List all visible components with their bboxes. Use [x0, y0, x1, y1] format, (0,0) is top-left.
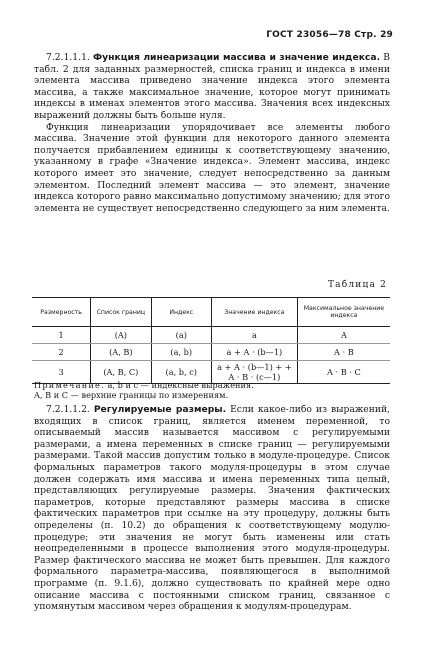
section-number: 7.2.1.1.2.	[46, 404, 90, 415]
section-7-2-1-1-2	[34, 404, 390, 613]
page-header: ГОСТ 23056—78 Стр. 29	[266, 30, 393, 40]
paragraph-3	[34, 404, 390, 613]
paragraph-2: Функция линеаризации упорядочивает все элементы любого массива. Значение этой функции для некоторого данного элемента получается прибавлением единицы к соответствующему значению, указанному в графе «Значение индекса». Элемент массива, индекс которого имеет это значение, следует непосредственно за данным элементом. Последний элемент массива — это элемент, значение индекса которого равно максимально допустимому значению; для этого элемента не существует непосредственно следующего за ним элемента.	[34, 121, 390, 214]
table-row	[32, 327, 390, 344]
column-header: Размерность	[32, 298, 91, 327]
table-cell: A · B	[297, 344, 390, 361]
section-heading: Регулируемые размеры.	[93, 404, 227, 415]
table-cell: 2	[32, 344, 91, 361]
table-cell: a + A · (b—1)	[211, 344, 297, 361]
note-line-1	[34, 380, 390, 390]
column-header: Значение индекса	[211, 298, 297, 327]
table-header-row	[32, 298, 390, 327]
paragraph-1	[34, 52, 390, 122]
table-cell: (a, b, c)	[151, 361, 211, 384]
section-7-2-1-1-1	[34, 52, 390, 214]
table-cell: A · B · C	[297, 361, 390, 384]
table-cell: 1	[32, 327, 91, 344]
table-cell: (a)	[151, 327, 211, 344]
table-cell: (A, B, C)	[91, 361, 151, 384]
paragraph-text: Если какое-либо из выражений, входящих в список границ, является именем переменной, то описываемый массив называется массивом с регулируемыми размерами, а имена переменных в списке границ — регулируемыми размерами. Такой массив допустим только в модуле-процедуре. Список формальных параметров такого модуля-процедуры в этом случае должен содержать имя массива и имена переменных типа целый, представляющих регулируемые размеры. Значения фактических параметров, которые представляют размеры массива в списке фактических параметров при ссылке на эту процедуру, должны быть определены (п. 10.2) до обращения к соответствующему модулю-процедуре; эти значения не могут быть изменены или стать неопределенными в процессе выполнения этого модуля-процедуры. Размер фактического массива не может быть превышен. Для каждого формального параметра-массива, появляющегося в выполнимой программе (п. 9.1.6), должно существовать по крайней мере одно описание массива с постоянными списком границ, связанное с упомянутым массивом через обращения к модулям-процедурам.	[34, 404, 391, 613]
section-number: 7.2.1.1.1.	[46, 52, 90, 63]
note-text: a, b и c — индексные выражения.	[107, 380, 254, 390]
table-cell: 3	[32, 361, 91, 384]
note-line-2: A, B и C — верхние границы по измерениям.	[34, 390, 229, 400]
index-table	[32, 297, 390, 384]
table-cell: (A, B)	[91, 344, 151, 361]
column-header: Индекс	[151, 298, 211, 327]
paragraph-text: В табл. 2 для заданных размерностей, списка границ и индекса в имени элемента массива приведено значение индекса этого элемента массива, а также максимальное значение, которое могут принимать индексы в именах элементов этого массива. Значения всех индексных выражений должны быть больше нуля.	[34, 52, 391, 121]
table-caption: Таблица 2	[327, 280, 387, 290]
column-header: Список границ	[91, 298, 151, 327]
table-cell: A	[297, 327, 390, 344]
column-header: Максимальное значение индекса	[297, 298, 390, 327]
note-label: Примечание.	[34, 380, 105, 390]
section-heading: Функция линеаризации массива и значение индекса.	[93, 52, 381, 63]
table-row	[32, 344, 390, 361]
table-cell: (a, b)	[151, 344, 211, 361]
table-cell: a	[211, 327, 297, 344]
table-cell: a + A · (b—1) + + A · B · (c—1)	[211, 361, 297, 384]
table-note	[34, 380, 390, 400]
table-cell: (A)	[91, 327, 151, 344]
